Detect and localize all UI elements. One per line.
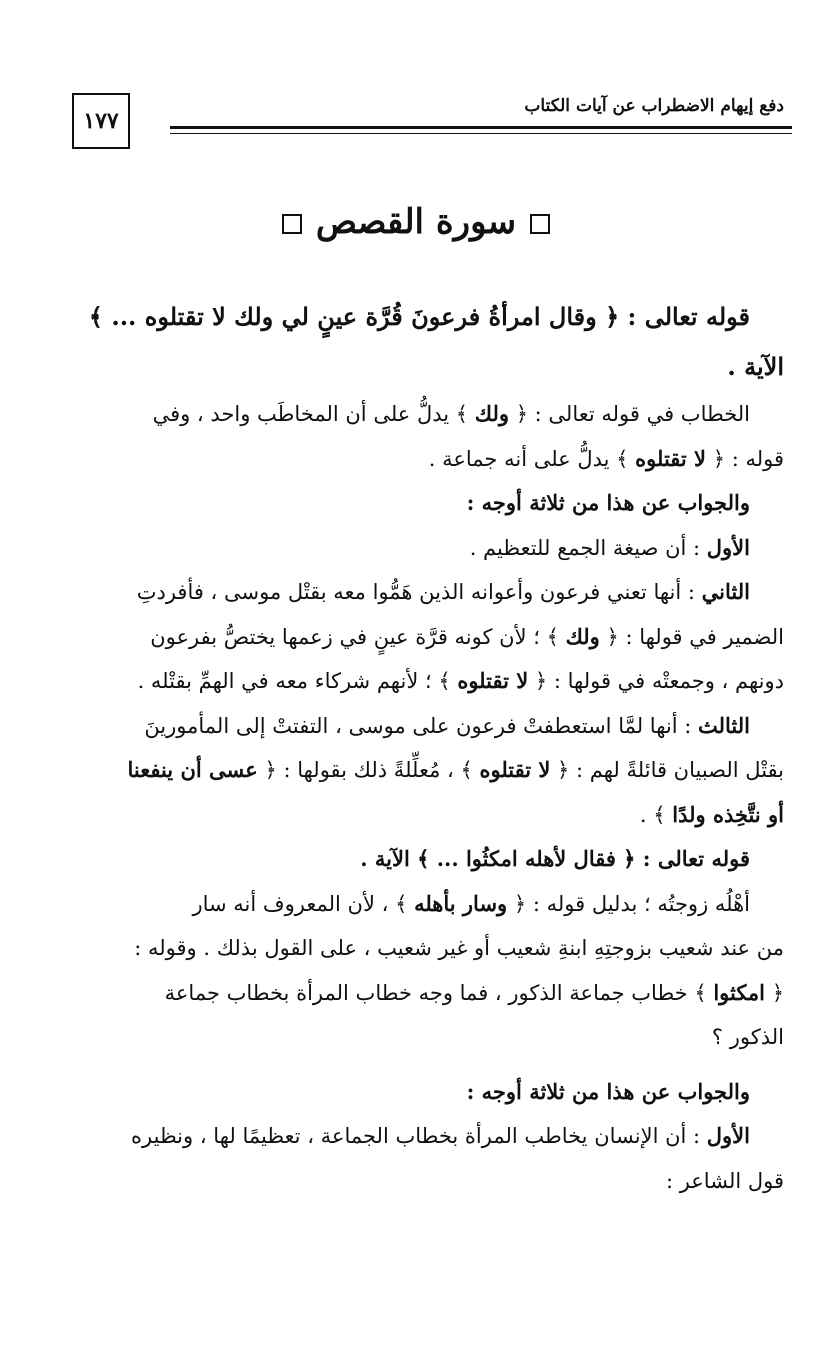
- text-segment: قول الشاعر :: [665, 1168, 784, 1193]
- bold-text-segment: ولك: [474, 401, 510, 426]
- bold-text-segment: أو نتَّخِذه ولدًا: [672, 801, 784, 827]
- surah-title: سورة القصص: [315, 202, 517, 242]
- square-ornament-icon: [530, 214, 550, 234]
- square-ornament-icon: [282, 214, 302, 234]
- bold-text-segment: والجواب عن هذا من ثلاثة أوجه :: [466, 490, 750, 515]
- text-segment: : أنها لمَّا استعطفتْ فرعون على موسى ، التفتتْ إلى المأمورينَ: [144, 713, 698, 738]
- text-line: [70, 793, 784, 838]
- text-line: [70, 437, 784, 482]
- bold-text-segment: الثاني: [701, 579, 750, 604]
- page-number-box: [72, 93, 130, 149]
- bold-text-segment: الأول: [706, 1123, 750, 1148]
- text-line: [70, 659, 784, 704]
- header-rule-thin: [170, 133, 792, 134]
- text-segment: أهْلُه زوجتُه ؛ بدليل قوله : ﴿: [507, 891, 750, 916]
- text-segment: الخطاب في قوله تعالى : ﴿: [509, 402, 750, 426]
- bold-text-segment: والجواب عن هذا من ثلاثة أوجه :: [466, 1078, 750, 1104]
- header-rule: [170, 126, 792, 129]
- text-line: [70, 526, 784, 571]
- text-line: [70, 481, 784, 526]
- text-segment: ﴾ يدلُّ على أن المخاطَب واحد ، وفي: [152, 402, 475, 426]
- bold-text-segment: لا تقتلوه: [457, 668, 529, 693]
- page-number: ١٧٧: [83, 108, 119, 134]
- text-segment: ﴾ ، لأن المعروف أنه سار: [192, 891, 415, 916]
- text-line: [70, 837, 784, 882]
- running-title: دفع إيهام الاضطراب عن آيات الكتاب: [524, 96, 784, 116]
- text-segment: ﴾ يدلُّ على أنه جماعة .: [428, 446, 636, 471]
- text-line: [70, 1159, 784, 1204]
- text-segment: ﴾ ؛ لأنهم شركاء معه في الهمِّ بقتْله .: [137, 669, 458, 693]
- text-segment: ﴾ ؛ لأن كونه قرَّة عينٍ في زعمها يختصُّ بفرعون: [150, 624, 566, 649]
- text-segment: : أنها تعني فرعون وأعوانه الذين هَمُّوا معه بقتْل موسى ، فأفردتِ: [136, 580, 702, 604]
- bold-text-segment: قوله تعالى : ﴿ وقال امرأةُ فرعونَ قُرَّة عينٍ لي ولك لا تقتلوه ... ﴾: [88, 302, 750, 331]
- text-segment: ﴾ .: [639, 802, 673, 827]
- text-segment: من عند شعيب بزوجتِهِ ابنةِ شعيب أو غير شعيب ، على القول بذلك . وقوله :: [134, 936, 784, 960]
- text-line: [70, 1070, 784, 1115]
- text-line: [70, 1114, 784, 1159]
- text-line: [70, 926, 784, 971]
- paragraph-gap: [70, 1060, 784, 1070]
- text-segment: ﴿: [765, 980, 784, 1005]
- body-text: [70, 292, 784, 1203]
- bold-text-segment: الأول: [706, 534, 750, 560]
- text-line: [70, 570, 784, 615]
- bold-text-segment: الثالث: [698, 712, 750, 738]
- text-line: [70, 882, 784, 927]
- text-line: [70, 342, 784, 392]
- text-segment: دونهم ، وجمعتْه في قولها : ﴿: [528, 669, 784, 693]
- text-segment: الذكور ؟: [711, 1025, 784, 1049]
- text-line: [70, 615, 784, 660]
- bold-text-segment: امكثوا: [713, 979, 766, 1005]
- bold-text-segment: عسى أن ينفعنا: [127, 757, 258, 782]
- text-segment: ﴾ ، مُعلِّلةً ذلك بقولها : ﴿: [257, 758, 480, 782]
- text-segment: ﴾ خطاب جماعة الذكور ، فما وجه خطاب المرأة بخطاب جماعة: [164, 980, 714, 1005]
- text-line: [70, 392, 784, 437]
- text-segment: بقتْل الصبيان قائلةً لهم : ﴿: [550, 758, 784, 782]
- text-line: [70, 1015, 784, 1060]
- text-line: [70, 292, 784, 342]
- bold-text-segment: قوله تعالى : ﴿ فقال لأهله امكثُوا ... ﴾ الآية .: [360, 846, 750, 871]
- text-segment: : أن الإنسان يخاطب المرأة بخطاب الجماعة ، تعظيمًا لها ، ونظيره: [131, 1124, 707, 1148]
- bold-text-segment: لا تقتلوه: [479, 757, 551, 782]
- bold-text-segment: وسار بأهله: [414, 890, 508, 916]
- text-line: [70, 748, 784, 793]
- bold-text-segment: ولك: [565, 623, 600, 649]
- bold-text-segment: الآية .: [727, 352, 784, 381]
- text-line: [70, 704, 784, 749]
- text-segment: : أن صيغة الجمع للتعظيم .: [469, 535, 707, 560]
- bold-text-segment: لا تقتلوه: [635, 445, 707, 471]
- text-segment: الضمير في قولها : ﴿: [599, 624, 784, 649]
- text-segment: قوله : ﴿: [706, 446, 784, 471]
- surah-heading: [0, 202, 832, 242]
- text-line: [70, 971, 784, 1016]
